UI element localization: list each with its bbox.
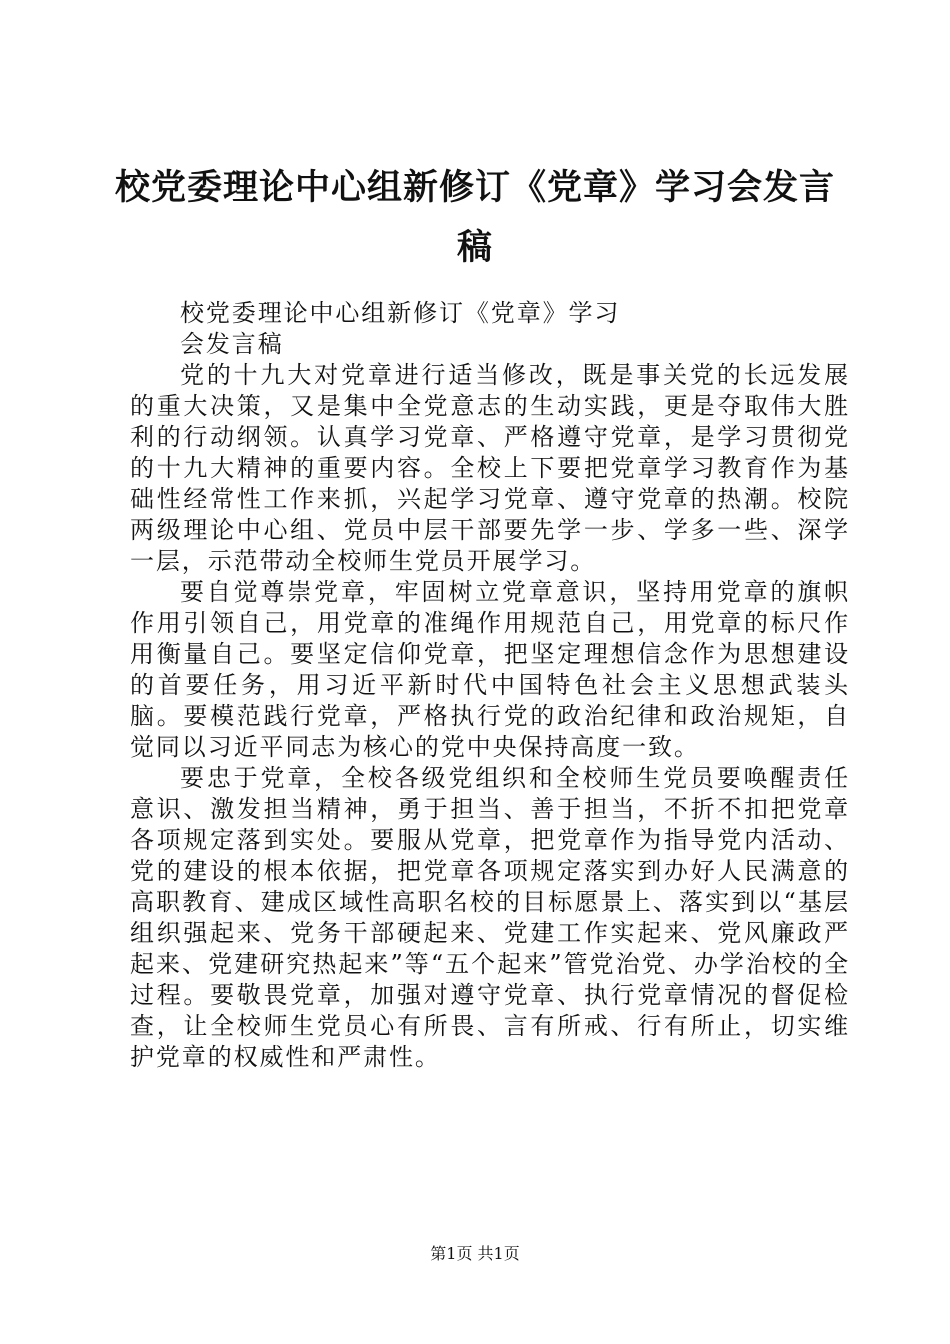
subtitle-line-1: 校党委理论中心组新修订《党章》学习 [180, 299, 621, 327]
page-footer: 第1页 共1页 [430, 1244, 520, 1263]
paragraph-1: 党的十九大对党章进行适当修改，既是事关党的长远发展的重大决策，又是集中全党意志的生动实践，更是夺取伟大胜利的行动纲领。认真学习党章、严格遵守党章，是学习贯彻党的十九大精神的重要内容。全校上下要把党章学习教育作为基础性经常性工作来抓，兴起学习党章、遵守党章的热潮。校院两级理论中心组、党员中层干部要先学一步、学多一些、深学一层，示范带动全校师生党员开展学习。 [130, 361, 850, 575]
document-body [130, 298, 850, 1073]
paragraph-3: 要忠于党章，全校各级党组织和全校师生党员要唤醒责任意识、激发担当精神，勇于担当、善于担当，不折不扣把党章各项规定落到实处。要服从党章，把党章作为指导党内活动、党的建设的根本依据，把党章各项规定落实到办好人民满意的高职教育、建成区域性高职名校的目标愿景上、落实到以“基层组织强起来、党务干部硬起来、党建工作实起来、党风廉政严起来、党建研究热起来”等“五个起来”管党治党、办学治校的全过程。要敬畏党章，加强对遵守党章、执行党章情况的督促检查，让全校师生党员心有所畏、言有所戒、行有所止，切实维护党章的权威性和严肃性。 [130, 764, 850, 1071]
subtitle-line-2: 会发言稿 [180, 330, 284, 358]
paragraph-2: 要自觉尊崇党章，牢固树立党章意识，坚持用党章的旗帜作用引领自己，用党章的准绳作用规范自己，用党章的标尺作用衡量自己。要坚定信仰党章，把坚定理想信念作为思想建设的首要任务，用习近平新时代中国特色社会主义思想武装头脑。要模范践行党章，严格执行党的政治纪律和政治规矩，自觉同以习近平同志为核心的党中央保持高度一致。 [130, 578, 850, 761]
document-title: 校党委理论中心组新修订《党章》学习会发言稿 [114, 168, 835, 268]
